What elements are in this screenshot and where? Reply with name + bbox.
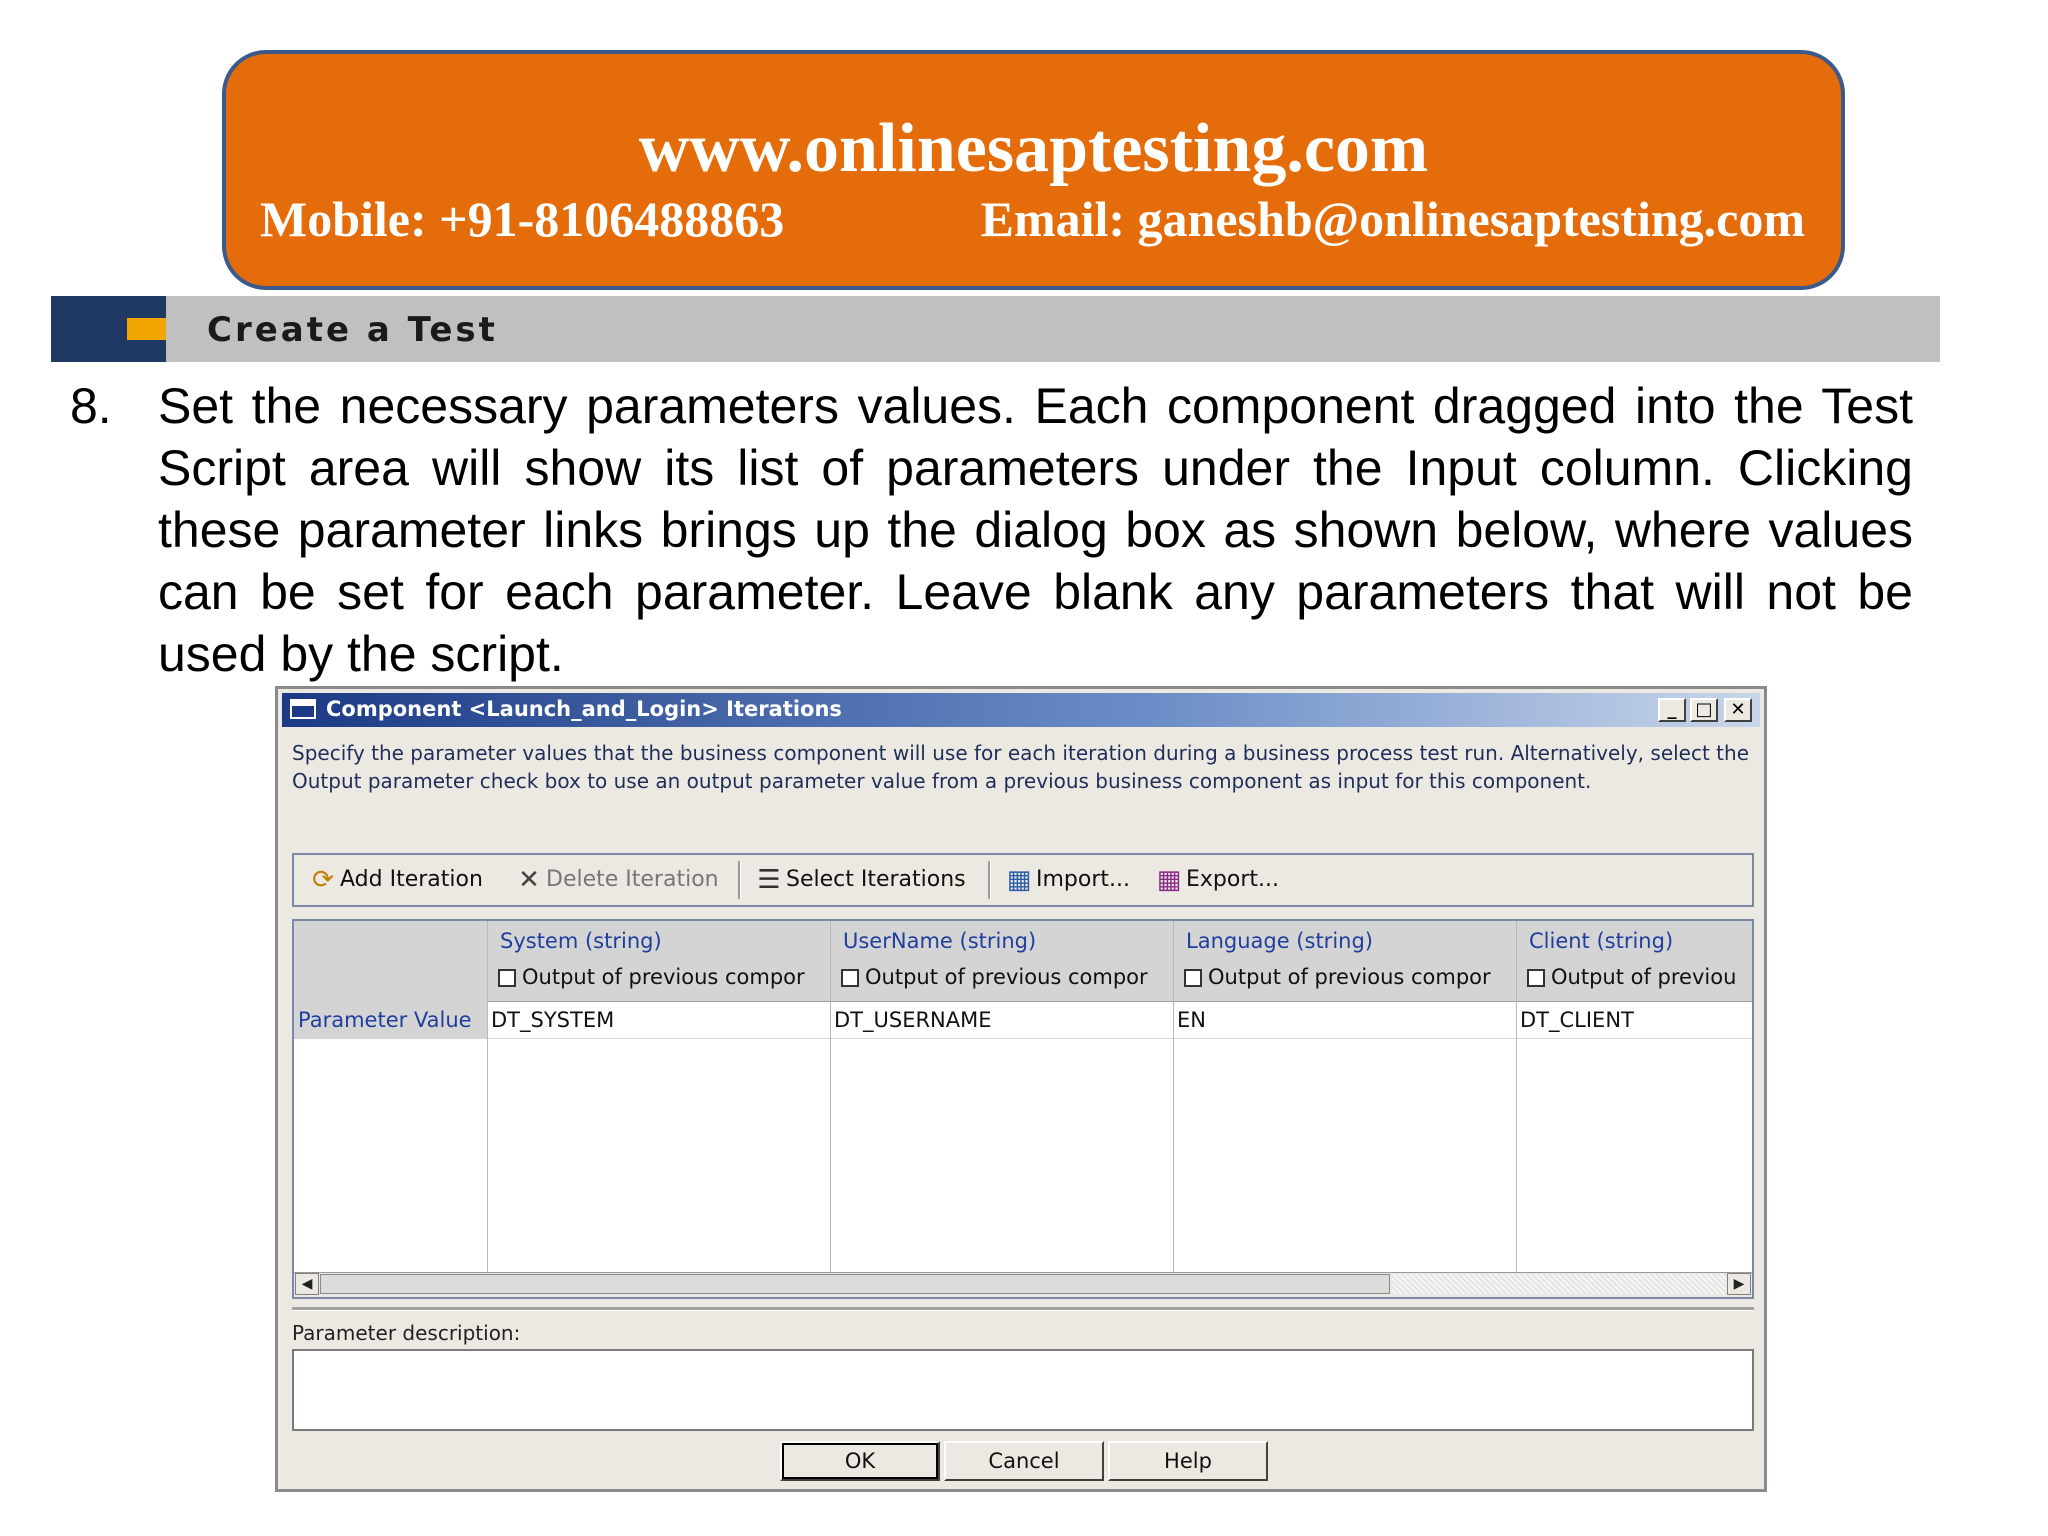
ok-button[interactable]: OK xyxy=(780,1441,940,1481)
column-header xyxy=(1174,921,1517,1002)
checkbox-label: Output of previous compor xyxy=(1208,965,1491,989)
window-icon xyxy=(290,699,316,719)
toolbar-separator xyxy=(988,861,991,899)
parameter-description-label: Parameter description: xyxy=(292,1321,521,1345)
select-iterations-button[interactable] xyxy=(752,855,966,905)
export-icon: ▦ xyxy=(1156,865,1182,895)
column-name[interactable]: Client (string) xyxy=(1529,929,1674,953)
output-checkbox[interactable] xyxy=(1527,969,1545,987)
select-iterations-label: Select Iterations xyxy=(786,867,966,892)
checkbox-label: Output of previous compor xyxy=(865,965,1148,989)
dialog-description: Specify the parameter values that the business component will use for each iteration during a business process test run. Alternatively, select the Output parameter check box to use an output parameter value from a previous business component as input for this component. xyxy=(292,741,1750,793)
add-iteration-icon: ⟳ xyxy=(312,865,334,895)
parameters-grid xyxy=(292,919,1754,1299)
iterations-toolbar xyxy=(292,853,1754,907)
output-checkbox-row[interactable] xyxy=(1527,965,1749,989)
close-button[interactable]: ✕ xyxy=(1724,698,1752,722)
checkbox-label: Output of previou xyxy=(1551,965,1737,989)
section-accent-marker xyxy=(127,318,166,340)
column-name[interactable]: UserName (string) xyxy=(843,929,1037,953)
section-header xyxy=(51,296,1940,362)
minimize-button[interactable]: _ xyxy=(1658,698,1686,722)
export-label: Export... xyxy=(1186,867,1279,892)
mobile-number: Mobile: +91-8106488863 xyxy=(260,191,785,247)
import-icon: ▦ xyxy=(1006,865,1032,895)
grid-column-username xyxy=(830,921,1174,1273)
section-divider xyxy=(292,1307,1754,1311)
parameter-value-row-label: Parameter Value xyxy=(294,1001,487,1039)
section-title: Create a Test xyxy=(207,310,498,350)
column-header xyxy=(831,921,1174,1002)
grid-column-system xyxy=(487,921,831,1273)
parameter-value-cell[interactable]: DT_USERNAME xyxy=(831,1001,1174,1039)
grid-column-language xyxy=(1173,921,1517,1273)
email-address: Email: ganeshb@onlinesaptesting.com xyxy=(980,191,1805,247)
output-checkbox-row[interactable] xyxy=(841,965,1170,989)
horizontal-scrollbar[interactable] xyxy=(294,1272,1752,1297)
parameter-value-cell[interactable]: DT_SYSTEM xyxy=(488,1001,831,1039)
checkbox-label: Output of previous compor xyxy=(522,965,805,989)
add-iteration-button[interactable] xyxy=(306,855,483,905)
website-url: www.onlinesaptesting.com xyxy=(638,110,1429,187)
dialog-titlebar[interactable] xyxy=(282,693,1760,727)
output-checkbox-row[interactable] xyxy=(498,965,827,989)
step-text: Set the necessary parameters values. Each component dragged into the Test Script area will show its list of parameters under the Input column. Clicking these parameter links brings up the dialog box as shown below, where values can be set for each parameter. Leave blank any parameters that will not be used by the script. xyxy=(158,378,1913,682)
maximize-button[interactable]: □ xyxy=(1690,698,1718,722)
import-button[interactable] xyxy=(1002,855,1130,905)
delete-iteration-label: Delete Iteration xyxy=(546,867,719,892)
grid-corner-header xyxy=(294,921,487,1002)
output-checkbox[interactable] xyxy=(498,969,516,987)
cancel-button[interactable]: Cancel xyxy=(944,1441,1104,1481)
iterations-dialog xyxy=(275,686,1767,1492)
output-checkbox[interactable] xyxy=(841,969,859,987)
scroll-right-arrow-icon[interactable]: ▶ xyxy=(1727,1273,1751,1295)
scroll-left-arrow-icon[interactable]: ◀ xyxy=(295,1273,319,1295)
scrollbar-thumb[interactable] xyxy=(320,1274,1390,1294)
step-number: 8. xyxy=(70,378,112,434)
add-iteration-label: Add Iteration xyxy=(340,867,483,892)
grid-column-client xyxy=(1516,921,1753,1273)
list-icon: ☰ xyxy=(757,865,781,895)
delete-iteration-button[interactable] xyxy=(512,855,719,905)
output-checkbox-row[interactable] xyxy=(1184,965,1513,989)
dialog-title: Component <Launch_and_Login> Iterations xyxy=(326,697,842,721)
column-name[interactable]: Language (string) xyxy=(1186,929,1373,953)
scrollbar-track[interactable] xyxy=(1392,1274,1726,1294)
grid-row-header-area xyxy=(294,1039,487,1273)
delete-x-icon: ✕ xyxy=(518,865,540,895)
help-button[interactable]: Help xyxy=(1108,1441,1268,1481)
column-header xyxy=(1517,921,1753,1002)
import-label: Import... xyxy=(1036,867,1130,892)
column-name[interactable]: System (string) xyxy=(500,929,662,953)
toolbar-separator xyxy=(738,861,741,899)
parameter-value-cell[interactable]: EN xyxy=(1174,1001,1517,1039)
output-checkbox[interactable] xyxy=(1184,969,1202,987)
parameter-description-box xyxy=(292,1349,1754,1431)
parameter-value-cell[interactable]: DT_CLIENT xyxy=(1517,1001,1753,1039)
contact-banner xyxy=(222,50,1845,290)
export-button[interactable] xyxy=(1152,855,1279,905)
column-header xyxy=(488,921,831,1002)
